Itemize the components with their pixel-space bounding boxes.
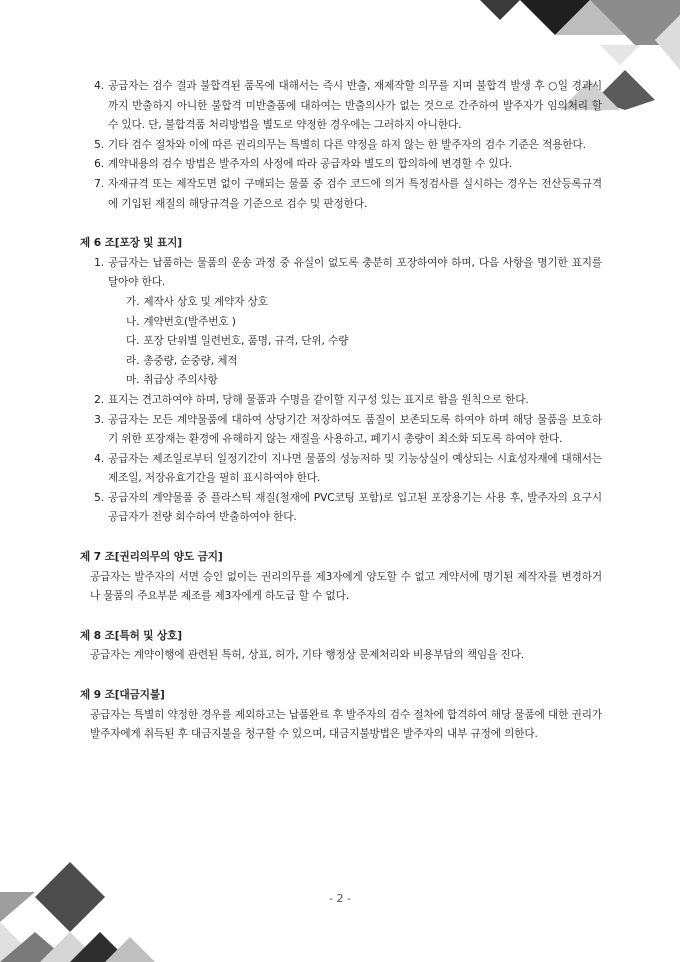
list-item (90, 175, 602, 214)
article-6-heading: 제 6 조[포장 및 표지] (80, 237, 183, 250)
decorative-corner-bottom-left (0, 862, 200, 962)
list-item (90, 136, 602, 156)
item-text: 공급자는 제조일로부터 일정기간이 지나면 물품의 성능저하 및 기능상실이 예상되는 시효성자재에 대해서는 제조일, 저장유효기간을 필히 표시하여야 한다. (108, 452, 602, 485)
item-number: 5. (94, 491, 104, 504)
inspection-items-list (80, 77, 602, 214)
item-number: 2. (94, 393, 104, 406)
article-9-text: 공급자는 특별히 약정한 경우를 제외하고는 납품완료 후 발주자의 검수 절차에 합격하여 해당 물품에 대한 권리가 발주자에게 취득된 후 대금지불을 청구할 수 있으며, 대금지불방법은 발주자의 내부 규정에 의한다. (90, 708, 602, 741)
item-text: 자재규격 또는 제작도면 없이 구매되는 물품 중 검수 코드에 의거 특정검사를 실시하는 경우는 전산등록규격에 기입된 재질의 해당규격을 기준으로 검수 및 판정한다. (108, 177, 602, 210)
item-text: 공급자는 모든 계약물품에 대하여 상당기간 저장하여도 품질이 보존되도록 하여야 하며 해당 물품을 보호하기 위한 포장재는 환경에 유해하지 않는 재질을 사용하고, 폐기시 총량이 최소화 되도록 하여야 한다. (108, 413, 602, 446)
list-item (90, 411, 602, 450)
item-number: 3. (94, 413, 104, 426)
sub-item-number: 라. (126, 354, 140, 367)
item-text: 표지는 견고하여야 하며, 당해 물품과 수명을 같이할 지구성 있는 표지로 함을 원칙으로 한다. (108, 393, 529, 406)
page-number: - 2 - (329, 892, 351, 905)
item-number: 1. (94, 256, 104, 269)
list-item (90, 391, 602, 411)
sub-list-item (90, 352, 602, 372)
document-body (80, 77, 602, 745)
sub-list-item (90, 332, 602, 352)
article-9-heading: 제 9 조[대금지불] (80, 689, 165, 702)
article-6-list (80, 254, 602, 528)
sub-item-text: 제작사 상호 및 계약자 상호 (143, 295, 268, 308)
sub-item-number: 마. (126, 374, 140, 387)
list-item (90, 489, 602, 528)
sub-list-item (90, 293, 602, 313)
sub-list-item (90, 371, 602, 391)
item-text: 기타 검수 절차와 이에 따른 권리의무는 특별히 다른 약정을 하지 않는 한 발주자의 검수 기준은 적용한다. (108, 138, 586, 151)
list-item (90, 155, 602, 175)
list-item (90, 254, 602, 293)
item-text: 계약내용의 검수 방법은 발주자의 사정에 따라 공급자와 별도의 합의하에 변경할 수 있다. (108, 158, 513, 171)
article-7-text: 공급자는 발주자의 서면 승인 없이는 권리의무를 제3자에게 양도할 수 없고 계약서에 명기된 제작자를 변경하거나 물품의 주요부분 제조를 제3자에게 하도급 할 수 없다. (90, 570, 602, 603)
list-item (90, 450, 602, 489)
sub-item-number: 다. (126, 335, 140, 348)
sub-item-text: 포장 단위별 일련번호, 품명, 규격, 단위, 수량 (143, 335, 349, 348)
article-7-heading: 제 7 조[권리의무의 양도 금지] (80, 551, 223, 564)
item-text: 공급자의 계약물품 중 플라스틱 재질(철재에 PVC코팅 포함)로 입고된 포장용기는 사용 후, 발주자의 요구시 공급자가 전량 회수하여 반출하여야 한다. (108, 491, 602, 524)
sub-item-text: 총중량, 순중량, 체적 (143, 354, 238, 367)
article-8-text: 공급자는 계약이행에 관련된 특허, 상표, 허가, 기타 행정상 문제처리와 비용부담의 책임을 진다. (90, 649, 525, 662)
item-number: 6. (94, 158, 104, 171)
item-text: 공급자는 검수 결과 불합격된 품목에 대해서는 즉시 반출, 재제작할 의무를 지며 불합격 발생 후 ○일 경과시까지 반출하지 아니한 불합격 미반출품에 대하여는 반출의사가 없는 것으로 간주하여 발주자가 임의처리 할 수 있다. 단, 불합격품 처리방법을 별도로 약정한 경우에는 그러하지 아니한다. (108, 80, 602, 132)
item-number: 5. (94, 138, 104, 151)
sub-list-item (90, 313, 602, 333)
sub-item-number: 나. (126, 315, 140, 328)
item-text: 공급자는 납품하는 물품의 운송 과정 중 유실이 없도록 충분히 포장하여야 하며, 다음 사항을 명기한 표지를 달아야 한다. (108, 256, 602, 289)
sub-item-text: 취급상 주의사항 (143, 374, 218, 387)
item-number: 4. (94, 452, 104, 465)
article-8-heading: 제 8 조[특허 및 상호] (80, 629, 183, 642)
sub-item-number: 가. (126, 295, 140, 308)
item-number: 4. (94, 80, 104, 92)
list-item (90, 77, 602, 136)
item-number: 7. (94, 177, 104, 190)
sub-item-text: 계약번호(발주번호 ) (143, 315, 236, 328)
